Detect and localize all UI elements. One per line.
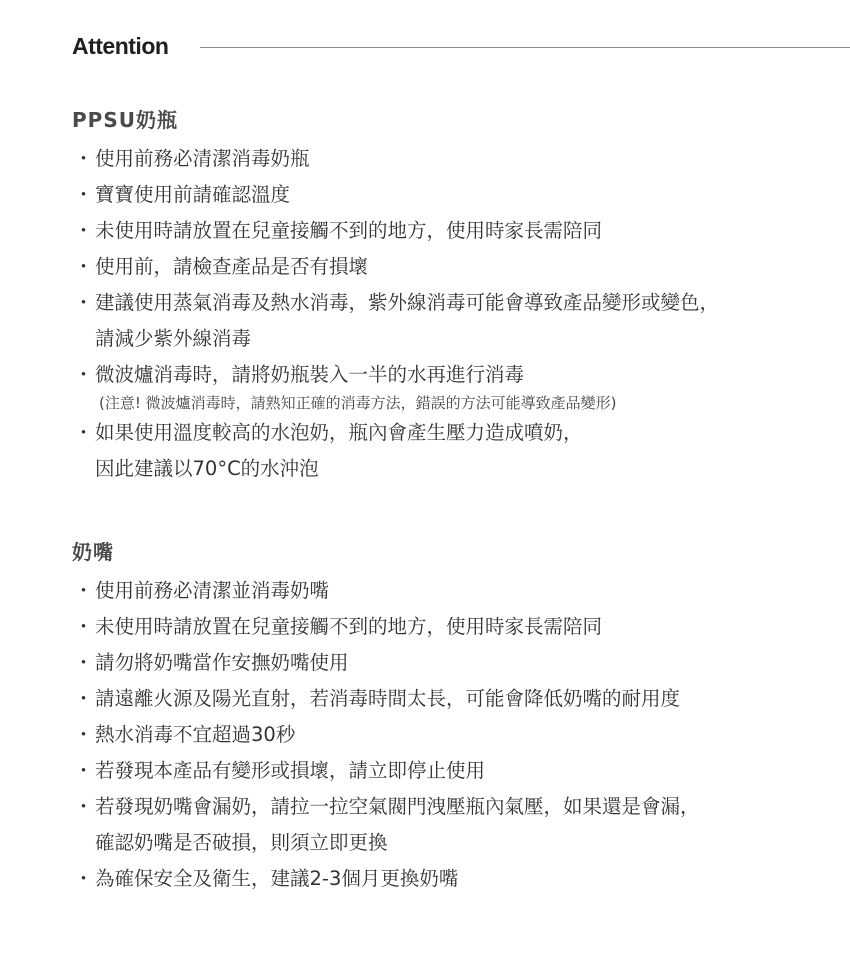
- list-item-text: [95, 249, 832, 285]
- list-item-line: 為確保安全及衛生，建議2-3個月更換奶嘴: [95, 867, 459, 890]
- nipple-notice-list: [72, 573, 832, 897]
- bullet-mark: ・: [73, 219, 94, 242]
- list-item: [72, 249, 832, 285]
- list-item-line: 寶寶使用前請確認溫度: [95, 183, 291, 206]
- bullet-mark: ・: [73, 795, 94, 818]
- list-item-text: [95, 285, 832, 357]
- list-item-text: [95, 177, 832, 213]
- bullet-mark: ・: [73, 615, 94, 638]
- bullet-mark: ・: [73, 421, 94, 444]
- list-item-text: [95, 573, 832, 609]
- bullet-mark: ・: [73, 867, 94, 890]
- attention-header: [72, 30, 850, 62]
- bullet-mark: ・: [73, 651, 94, 674]
- ppsu-bottle-section: [72, 105, 832, 487]
- list-item-note: (注意! 微波爐消毒時，請熟知正確的消毒方法，錯誤的方法可能導致產品變形): [99, 394, 617, 412]
- list-item: [72, 213, 832, 249]
- list-item-text: [95, 861, 832, 897]
- list-item: [72, 141, 832, 177]
- ppsu-section-title: PPSU奶瓶: [72, 108, 178, 132]
- list-item-text: [95, 681, 832, 717]
- ppsu-notice-list: [72, 141, 832, 487]
- list-item-text: [95, 717, 832, 753]
- list-item-text: [95, 645, 832, 681]
- list-item-text: [95, 789, 832, 861]
- list-item-line: 請勿將奶嘴當作安撫奶嘴使用: [95, 651, 349, 674]
- list-item: [72, 861, 832, 897]
- list-item: [72, 285, 832, 357]
- list-item-line: 請遠離火源及陽光直射，若消毒時間太長，可能會降低奶嘴的耐用度: [95, 687, 681, 710]
- list-item-line: 確認奶嘴是否破損，則須立即更換: [95, 831, 388, 854]
- list-item: [72, 789, 832, 861]
- list-item-line: 因此建議以70°C的水沖泡: [95, 457, 319, 480]
- list-item-line: 如果使用溫度較高的水泡奶，瓶內會產生壓力造成噴奶，: [95, 421, 583, 444]
- list-item-line: 未使用時請放置在兒童接觸不到的地方，使用時家長需陪同: [95, 219, 603, 242]
- list-item: [72, 177, 832, 213]
- list-item-line: 請減少紫外線消毒: [95, 327, 252, 350]
- list-item: [72, 753, 832, 789]
- list-item-line: 未使用時請放置在兒童接觸不到的地方，使用時家長需陪同: [95, 615, 603, 638]
- list-item-line: 建議使用蒸氣消毒及熱水消毒，紫外線消毒可能會導致產品變形或變色，: [95, 291, 720, 314]
- bullet-mark: ・: [73, 363, 94, 386]
- list-item-text: [95, 753, 832, 789]
- page-title: Attention: [72, 32, 169, 59]
- nipple-section: [72, 537, 832, 897]
- list-item-line: 熱水消毒不宜超過30秒: [95, 723, 296, 746]
- list-item: [72, 357, 832, 415]
- list-item: [72, 717, 832, 753]
- list-item: [72, 415, 832, 487]
- header-divider: [200, 47, 850, 48]
- list-item-text: [95, 415, 832, 487]
- bullet-mark: ・: [73, 759, 94, 782]
- bullet-mark: ・: [73, 723, 94, 746]
- list-item-text: [95, 609, 832, 645]
- list-item: [72, 609, 832, 645]
- bullet-mark: ・: [73, 147, 94, 170]
- list-item-text: [95, 141, 832, 177]
- bullet-mark: ・: [73, 579, 94, 602]
- list-item-line: 若發現本產品有變形或損壞，請立即停止使用: [95, 759, 486, 782]
- list-item: [72, 573, 832, 609]
- list-item-line: 使用前，請檢查產品是否有損壞: [95, 255, 369, 278]
- list-item-line: 使用前務必清潔消毒奶瓶: [95, 147, 310, 170]
- list-item: [72, 645, 832, 681]
- list-item-line: 使用前務必清潔並消毒奶嘴: [95, 579, 330, 602]
- list-item-line: 若發現奶嘴會漏奶，請拉一拉空氣閥門洩壓瓶內氣壓，如果還是會漏，: [95, 795, 700, 818]
- nipple-section-title: 奶嘴: [72, 540, 114, 564]
- bullet-mark: ・: [73, 687, 94, 710]
- list-item: [72, 681, 832, 717]
- bullet-mark: ・: [73, 183, 94, 206]
- list-item-text: [95, 357, 832, 415]
- list-item-text: [95, 213, 832, 249]
- list-item-line: 微波爐消毒時，請將奶瓶裝入一半的水再進行消毒: [95, 363, 525, 386]
- bullet-mark: ・: [73, 291, 94, 314]
- bullet-mark: ・: [73, 255, 94, 278]
